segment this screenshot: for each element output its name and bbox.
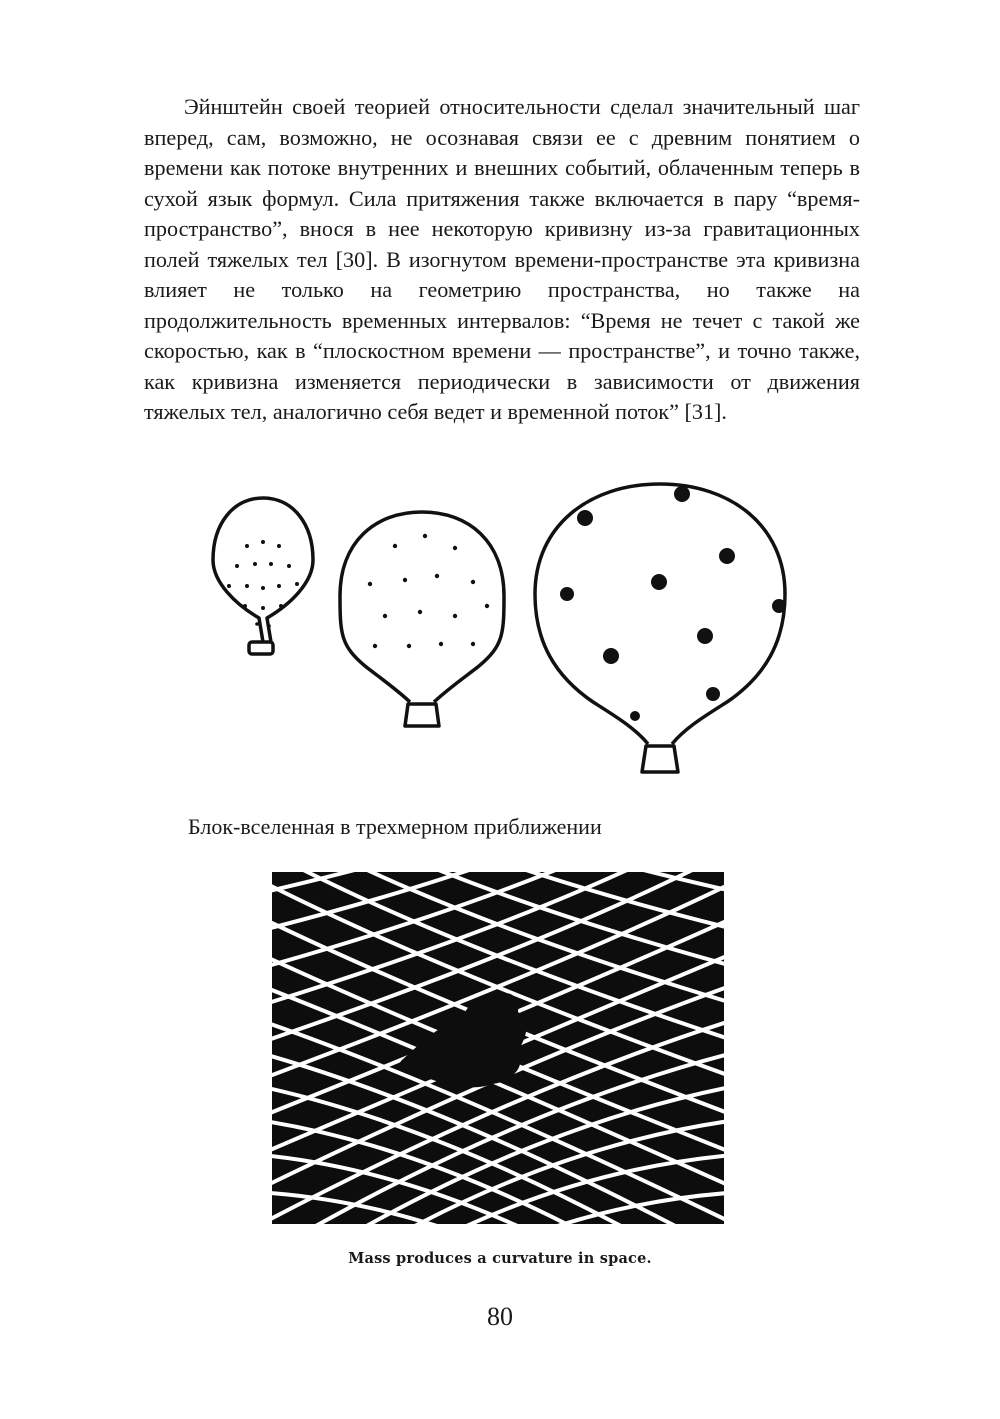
balloons-illustration [205,476,795,786]
medium-balloon [340,512,504,702]
curvature-caption: Mass produces a curvature in space. [348,1250,652,1267]
small-balloon-neck [249,642,273,654]
small-balloon [213,498,313,642]
medium-balloon-dots [368,534,489,648]
body-paragraph: Эйнштейн своей теорией относительности сделал значительный шаг вперед, сам, возможно, не осознавая связи ее с древним понятием о времени как потоке внутренних и внешних событий, облаченным теперь в сухой язык формул. Сила притяжения также включается в пару “время-пространство”, внося в нее некоторую кривизну из-за гравитационных полей тяжелых тел [30]. В изогнутом времени-пространстве эта кривизна влияет не только на геометрию пространства, но также на продолжительность временных интервалов: “Время не течет с такой же скоростью, как в “плоскостном времени — пространстве”, и точно также, как кривизна изменяется периодически в зависимости от движения тяжелых тел, аналогично себя ведет и временной поток” [31]. [144,94,860,424]
medium-balloon-basket [405,704,439,726]
large-balloon-spots [560,486,786,721]
curved-space-illustration [272,872,724,1224]
small-balloon-dots [227,540,299,628]
page-number: 80 [487,1302,513,1331]
balloons-caption: Блок-вселенная в трехмерном приближении [188,814,602,839]
large-balloon-basket [642,746,678,772]
large-balloon [535,484,785,744]
